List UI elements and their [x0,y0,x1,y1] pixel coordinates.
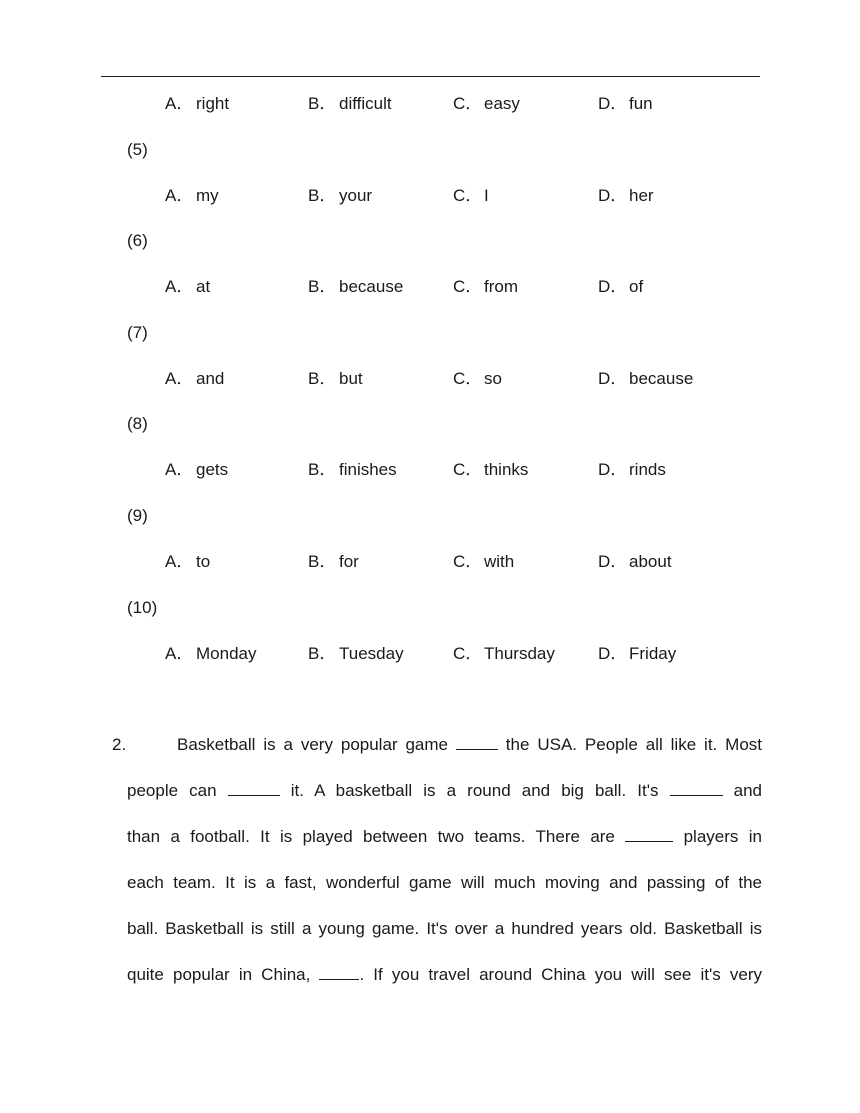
option-text: my [196,185,219,205]
answer-blank[interactable] [670,779,723,796]
option-c [453,275,518,299]
option-text: to [196,552,211,571]
option-text: difficult [339,94,392,113]
option-letter: A． [165,185,194,205]
option-text: right [196,94,230,113]
option-letter: D． [598,552,628,571]
option-text: from [484,277,518,297]
option-letter: D． [598,185,628,205]
option-letter: C． [453,277,483,297]
question-number: (10) [127,597,158,617]
option-letter: D． [598,460,628,480]
passage-text: quite popular in China, [127,965,320,984]
options-row [0,367,860,391]
option-text: Monday [196,643,257,663]
option-letter: C． [453,552,483,571]
option-a [165,184,219,208]
passage-text: . If you travel around China you will see it's very [359,965,762,984]
option-letter: D． [598,368,628,388]
option-text: of [629,277,644,297]
question-number: (6) [127,231,148,251]
options-row [0,642,860,666]
option-letter: C． [453,643,483,663]
option-letter: B． [308,643,337,663]
option-text: her [629,185,654,205]
option-letter: A． [165,94,194,113]
answer-blank[interactable] [228,779,280,796]
option-letter: A． [165,460,194,480]
cloze-passage [127,722,762,998]
answer-blank[interactable] [456,733,498,750]
passage-text: and [722,781,763,800]
option-letter: B． [308,185,337,205]
passage-text: Basketball is a very popular game [177,735,456,754]
passage-line [127,768,762,814]
option-text: for [339,552,359,571]
option-a [165,458,228,482]
option-letter: B． [308,277,337,297]
passage-text: each team. It is a fast, wonderful game will much moving and passing of the [127,873,762,892]
option-a [165,92,229,116]
option-d [598,642,676,666]
options-row [0,458,860,482]
option-text: easy [484,94,520,113]
option-letter: D． [598,277,628,297]
option-b [308,275,403,299]
option-text: gets [196,460,229,480]
option-text: at [196,277,211,297]
question-number: (9) [127,506,148,525]
passage-line [127,952,762,998]
option-a [165,275,210,299]
option-letter: B． [308,552,337,571]
option-text: but [339,368,363,388]
option-b [308,458,397,482]
option-text: your [339,185,373,205]
option-d [598,550,672,574]
option-d [598,367,693,391]
passage-text: ball. Basketball is still a young game. It's over a hundred years old. Basketball is [127,919,762,938]
option-text: because [629,368,694,388]
option-text: with [484,552,515,571]
option-letter: A． [165,277,194,297]
option-b [308,642,404,666]
passage-text: the USA. People all like it. Most [497,735,763,754]
passage-line [127,814,762,860]
option-letter: B． [308,368,337,388]
passage-text: people can [127,781,228,800]
option-text: I [484,185,489,205]
option-a [165,367,224,391]
option-letter: C． [453,185,483,205]
option-text: Thursday [484,643,555,663]
option-c [453,367,502,391]
option-letter: A． [165,552,194,571]
passage-text: it. A basketball is a round and big ball. It's [279,781,670,800]
passage-line [127,722,762,768]
option-c [453,458,528,482]
option-text: about [629,552,672,571]
option-letter: C． [453,460,483,480]
option-c [453,92,520,116]
options-row [0,275,860,299]
option-text: rinds [629,460,666,480]
option-letter: B． [308,94,337,113]
passage-text: than a football. It is played between two teams. There are [127,827,626,846]
option-letter: D． [598,643,628,663]
option-b [308,92,392,116]
header-rule [101,76,760,77]
options-row [0,92,860,116]
option-text: Friday [629,643,677,663]
option-d [598,184,654,208]
question-number: (5) [127,139,148,159]
question-number: (8) [127,414,148,434]
option-b [308,184,372,208]
option-text: because [339,277,404,297]
option-letter: D． [598,94,628,113]
option-letter: B． [308,460,337,480]
option-c [453,184,489,208]
option-a [165,642,256,666]
option-b [308,550,359,574]
answer-blank[interactable] [319,963,359,980]
option-letter: C． [453,94,483,113]
option-letter: C． [453,368,483,388]
option-d [598,275,643,299]
option-text: and [196,368,225,388]
question-number: (7) [127,322,148,342]
option-c [453,642,555,666]
passage-line [127,860,762,906]
option-a [165,550,210,574]
passage-number: 2. [112,735,127,754]
passage-text: players in [673,827,762,846]
options-row [0,550,860,574]
option-text: Tuesday [339,643,404,663]
option-d [598,458,666,482]
option-text: fun [629,94,653,113]
options-row [0,184,860,208]
passage-line [127,906,762,952]
option-text: finishes [339,460,397,480]
option-letter: A． [165,643,194,663]
option-d [598,92,653,116]
option-c [453,550,514,574]
answer-blank[interactable] [625,825,673,842]
option-b [308,367,363,391]
option-text: so [484,368,502,388]
option-letter: A． [165,368,194,388]
option-text: thinks [484,460,529,480]
